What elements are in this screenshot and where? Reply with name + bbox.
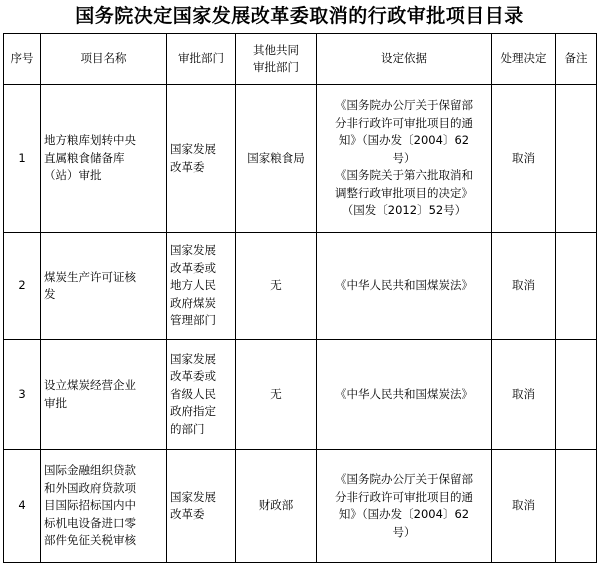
cell-name: 国际金融组织贷款 和外国政府贷款项 目国际招标国内中 标机电设备进口零 部件免征关税审核 bbox=[41, 450, 167, 563]
cell-name: 煤炭生产许可证核 发 bbox=[41, 233, 167, 340]
basis-item: 《中华人民共和国煤炭法》 bbox=[335, 278, 473, 293]
table-row bbox=[4, 340, 597, 450]
cell-note bbox=[556, 340, 597, 450]
table-row bbox=[4, 233, 597, 340]
header-basis: 设定依据 bbox=[317, 34, 492, 85]
header-dept: 审批部门 bbox=[167, 34, 236, 85]
basis-item: 《国务院办公厅关于保留部 分非行政许可审批项目的通 知》（国办发〔2004〕62 号） bbox=[335, 98, 473, 165]
basis-item: 《中华人民共和国煤炭法》 bbox=[335, 386, 473, 401]
cell-note bbox=[556, 85, 597, 233]
cell-other-dept: 国家粮食局 bbox=[236, 85, 317, 233]
cell-decision: 取消 bbox=[492, 340, 556, 450]
cell-note bbox=[556, 450, 597, 563]
cell-note bbox=[556, 233, 597, 340]
document-title: 国务院决定国家发展改革委取消的行政审批项目目录 bbox=[75, 5, 524, 27]
header-name: 项目名称 bbox=[41, 34, 167, 85]
cell-no: 2 bbox=[4, 233, 41, 340]
header-other-dept: 其他共同 审批部门 bbox=[236, 34, 317, 85]
cell-dept: 国家发展 改革委或 省级人民 政府指定 的部门 bbox=[167, 340, 236, 450]
cell-other-dept: 无 bbox=[236, 340, 317, 450]
cell-basis bbox=[317, 85, 492, 233]
basis-item: 《国务院关于第六批取消和 调整行政审批项目的决定》 （国发〔2012〕52号） bbox=[335, 168, 473, 218]
cell-other-dept: 无 bbox=[236, 233, 317, 340]
cell-decision: 取消 bbox=[492, 450, 556, 563]
cell-no: 1 bbox=[4, 85, 41, 233]
table-header-row bbox=[4, 34, 597, 85]
approval-items-table bbox=[3, 33, 597, 563]
cell-name: 地方粮库划转中央 直属粮食储备库 （站）审批 bbox=[41, 85, 167, 233]
cell-decision: 取消 bbox=[492, 85, 556, 233]
header-no: 序号 bbox=[4, 34, 41, 85]
cell-no: 4 bbox=[4, 450, 41, 563]
table-row bbox=[4, 450, 597, 563]
cell-dept: 国家发展 改革委 bbox=[167, 85, 236, 233]
header-decision: 处理决定 bbox=[492, 34, 556, 85]
basis-item: 《国务院办公厅关于保留部 分非行政许可审批项目的通 知》（国办发〔2004〕62 号） bbox=[335, 472, 473, 539]
cell-other-dept: 财政部 bbox=[236, 450, 317, 563]
cell-basis bbox=[317, 233, 492, 340]
cell-basis bbox=[317, 450, 492, 563]
cell-decision: 取消 bbox=[492, 233, 556, 340]
table-row bbox=[4, 85, 597, 233]
cell-name: 设立煤炭经营企业 审批 bbox=[41, 340, 167, 450]
cell-dept: 国家发展 改革委 bbox=[167, 450, 236, 563]
cell-no: 3 bbox=[4, 340, 41, 450]
cell-basis bbox=[317, 340, 492, 450]
header-note: 备注 bbox=[556, 34, 597, 85]
cell-dept: 国家发展 改革委或 地方人民 政府煤炭 管理部门 bbox=[167, 233, 236, 340]
